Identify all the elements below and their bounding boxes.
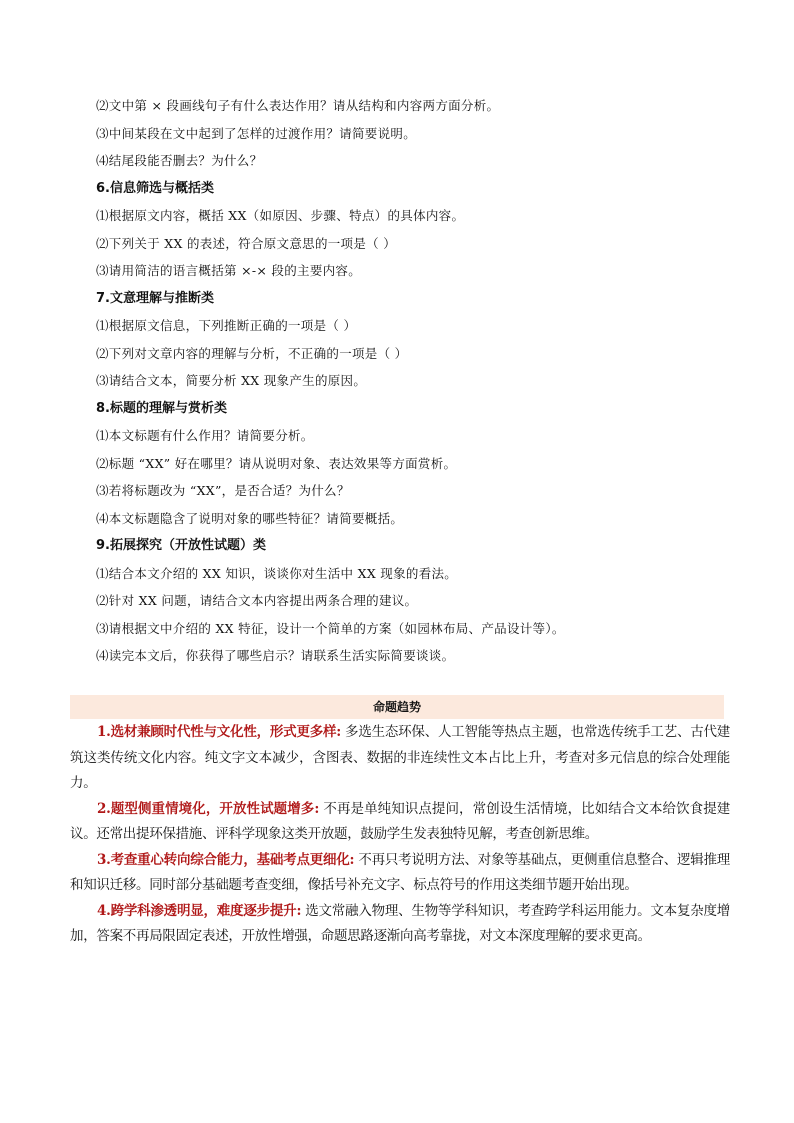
- question-item: ⑵文中第 × 段画线句子有什么表达作用？请从结构和内容两方面分析。: [96, 98, 500, 113]
- trend-point-lead: 4.跨学科渗透明显，难度逐步提升:: [97, 902, 302, 919]
- question-item: ⑴本文标题有什么作用？请简要分析。: [96, 428, 314, 443]
- question-item: ⑵针对 XX 问题，请结合文本内容提出两条合理的建议。: [96, 593, 418, 608]
- question-item: ⑶若将标题改为 “XX”，是否合适？为什么？: [96, 483, 350, 498]
- section-heading: 7.文意理解与推断类: [96, 290, 214, 306]
- trend-point-lead: 1.选材兼顾时代性与文化性，形式更多样:: [97, 724, 341, 740]
- trend-point-text: 多选生态环保、人工智能等热点主题，也常选传统手工艺、古代建筑这类传统文化内容。纯文字文本减少，含图表、数据的非连续性文本占比上升，考查对多元信息的综合处理能力。: [70, 724, 730, 791]
- trend-paragraph: [70, 797, 730, 848]
- section-heading: 8.标题的理解与赏析类: [96, 400, 227, 416]
- question-item: ⑵标题 “XX” 好在哪里？请从说明对象、表达效果等方面赏析。: [96, 455, 457, 471]
- question-item: ⑶请用简洁的语言概括第 ×-× 段的主要内容。: [96, 263, 362, 278]
- question-item: ⑵下列对文章内容的理解与分析，不正确的一项是（ ）: [96, 345, 408, 361]
- question-item: ⑴结合本文介绍的 XX 知识，谈谈你对生活中 XX 现象的看法。: [96, 565, 458, 581]
- question-item: ⑴根据原文内容，概括 XX（如原因、步骤、特点）的具体内容。: [96, 208, 465, 223]
- trend-point-text: 不再只考说明方法、对象等基础点，更侧重信息整合、逻辑推理和知识迁移。同时部分基础题考查变细，像括号补充文字、标点符号的作用这类细节题开始出现。: [70, 851, 731, 893]
- question-type-list: [96, 92, 736, 670]
- question-item: ⑵下列关于 XX 的表述，符合原文意思的一项是（ ）: [96, 235, 397, 251]
- trend-point-lead: 3.考查重心转向综合能力，基础考点更细化:: [97, 851, 355, 868]
- question-item: ⑶中间某段在文中起到了怎样的过渡作用？请简要说明。: [96, 125, 417, 141]
- question-item: ⑷本文标题隐含了说明对象的哪些特征？请简要概括。: [96, 510, 404, 526]
- question-item: ⑷读完本文后，你获得了哪些启示？请联系生活实际简要谈谈。: [96, 648, 455, 663]
- question-item: ⑷结尾段能否删去？为什么？: [96, 153, 263, 168]
- trend-header-bar: [70, 695, 724, 719]
- trend-point-text: 不再是单纯知识点提问，常创设生活情境，比如结合文本给饮食提建议。还常出提环保措施、评科学现象这类开放题，鼓励学生发表独特见解，考查创新思维。: [70, 800, 730, 842]
- section-heading: 6.信息筛选与概括类: [96, 180, 214, 196]
- trend-paragraph: [70, 899, 730, 950]
- question-item: ⑴根据原文信息，下列推断正确的一项是（ ）: [96, 318, 357, 333]
- question-item: ⑶请结合文本，简要分析 XX 现象产生的原因。: [96, 373, 367, 388]
- question-item: ⑶请根据文中介绍的 XX 特征，设计一个简单的方案（如园林布局、产品设计等）。: [96, 620, 565, 636]
- trend-paragraph: [70, 720, 730, 797]
- trend-title: 命题趋势: [372, 700, 421, 714]
- section-heading: 9.拓展探究（开放性试题）类: [96, 538, 266, 553]
- trend-point-text: 选文常融入物理、生物等学科知识，考查跨学科运用能力。文本复杂度增加，答案不再局限固定表述，开放性增强，命题思路逐渐向高考靠拢，对文本深度理解的要求更高。: [70, 902, 730, 944]
- trend-point-lead: 2.题型侧重情境化，开放性试题增多:: [97, 800, 320, 817]
- trend-paragraph: [70, 848, 730, 899]
- trend-body: [70, 720, 730, 950]
